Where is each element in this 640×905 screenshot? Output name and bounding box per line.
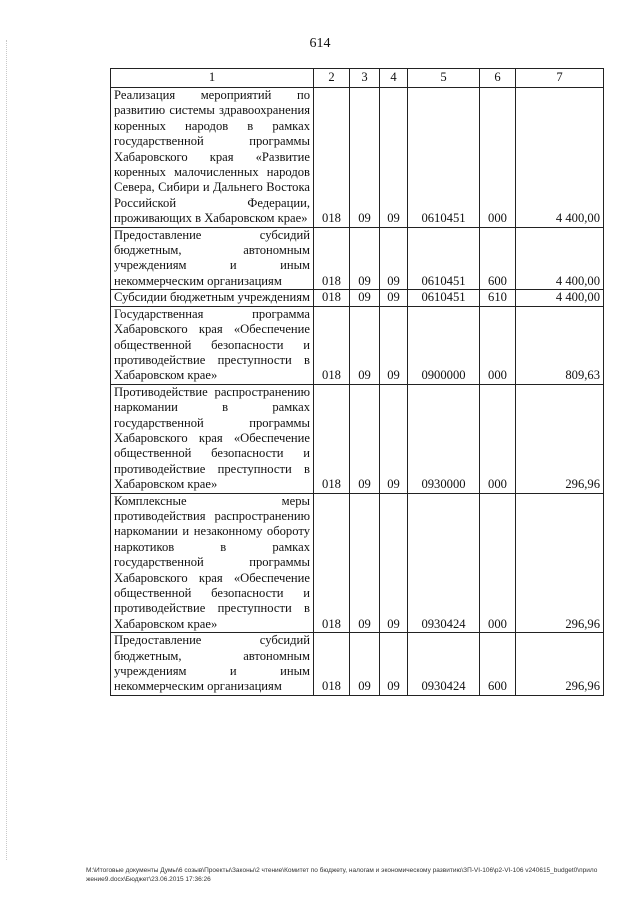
row-target-article: 0930424 — [408, 493, 480, 633]
row-ministry-code: 018 — [314, 227, 350, 290]
row-target-article: 0610451 — [408, 290, 480, 306]
row-target-article: 0610451 — [408, 88, 480, 228]
row-amount: 296,96 — [516, 633, 604, 696]
row-target-article: 0930424 — [408, 633, 480, 696]
table-row — [111, 306, 604, 384]
header-col-3: 3 — [350, 69, 380, 88]
row-subsection: 09 — [380, 290, 408, 306]
row-ministry-code: 018 — [314, 384, 350, 493]
row-name: Субсидии бюджетным учреждениям — [111, 290, 314, 306]
page-edge-mark — [6, 40, 8, 860]
row-target-article: 0930000 — [408, 384, 480, 493]
row-ministry-code: 018 — [314, 493, 350, 633]
row-ministry-code: 018 — [314, 88, 350, 228]
row-section: 09 — [350, 493, 380, 633]
row-subsection: 09 — [380, 493, 408, 633]
row-amount: 809,63 — [516, 306, 604, 384]
row-name: Государственная программа Хабаровского края «Обеспечение общественной безопасности и противодействие преступности в Хабаровском крае» — [111, 306, 314, 384]
row-amount: 4 400,00 — [516, 290, 604, 306]
table-row — [111, 384, 604, 493]
row-expense-type: 000 — [480, 493, 516, 633]
table-row — [111, 227, 604, 290]
row-expense-type: 600 — [480, 227, 516, 290]
row-target-article: 0610451 — [408, 227, 480, 290]
table-row — [111, 88, 604, 228]
row-expense-type: 000 — [480, 306, 516, 384]
row-subsection: 09 — [380, 384, 408, 493]
row-amount: 4 400,00 — [516, 88, 604, 228]
row-target-article: 0900000 — [408, 306, 480, 384]
row-section: 09 — [350, 633, 380, 696]
row-ministry-code: 018 — [314, 290, 350, 306]
row-subsection: 09 — [380, 88, 408, 228]
row-section: 09 — [350, 384, 380, 493]
row-amount: 296,96 — [516, 384, 604, 493]
row-subsection: 09 — [380, 306, 408, 384]
row-section: 09 — [350, 88, 380, 228]
row-name: Комплексные меры противодействия распространению наркомании и незаконному обороту наркотиков в рамках государственной программы Хабаровского края «Обеспечение общественной безопасности и противодействие преступности в Хабаровском крае» — [111, 493, 314, 633]
header-col-7: 7 — [516, 69, 604, 88]
row-name: Противодействие распространению наркомании в рамках государственной программы Хабаровского края «Обеспечение общественной безопасности и противодействие преступности в Хабаровском крае» — [111, 384, 314, 493]
row-amount: 4 400,00 — [516, 227, 604, 290]
row-name: Предоставление субсидий бюджетным, автономным учреждениям и иным некоммерческим организациям — [111, 227, 314, 290]
row-name: Реализация мероприятий по развитию системы здравоохранения коренных народов в рамках государственной программы Хабаровского края «Развитие коренных малочисленных народов Севера, Сибири и Дальнего Востока Российской Федерации, проживающих в Хабаровском крае» — [111, 88, 314, 228]
row-subsection: 09 — [380, 633, 408, 696]
file-path-footer: M:\Итоговые документы Думы\6 созыв\Проекты\Законы\2 чтение\Комитет по бюджету, налогам и экономическому развитию\ЗП-VI-106\p2-VI-106 v240615_budget0\приложение9.docx\Бюджет\23.06.2015 17:36:26 — [86, 867, 598, 883]
header-col-2: 2 — [314, 69, 350, 88]
budget-table — [110, 68, 604, 696]
row-ministry-code: 018 — [314, 633, 350, 696]
row-name: Предоставление субсидий бюджетным, автономным учреждениям и иным некоммерческим организациям — [111, 633, 314, 696]
page-number: 614 — [309, 36, 331, 51]
row-expense-type: 610 — [480, 290, 516, 306]
header-col-6: 6 — [480, 69, 516, 88]
table-row — [111, 290, 604, 306]
row-section: 09 — [350, 290, 380, 306]
table-row — [111, 633, 604, 696]
table-header-row — [111, 69, 604, 88]
row-expense-type: 000 — [480, 384, 516, 493]
row-ministry-code: 018 — [314, 306, 350, 384]
row-expense-type: 000 — [480, 88, 516, 228]
row-amount: 296,96 — [516, 493, 604, 633]
header-col-1: 1 — [111, 69, 314, 88]
row-section: 09 — [350, 306, 380, 384]
header-col-5: 5 — [408, 69, 480, 88]
header-col-4: 4 — [380, 69, 408, 88]
row-section: 09 — [350, 227, 380, 290]
table-row — [111, 493, 604, 633]
row-subsection: 09 — [380, 227, 408, 290]
row-expense-type: 600 — [480, 633, 516, 696]
